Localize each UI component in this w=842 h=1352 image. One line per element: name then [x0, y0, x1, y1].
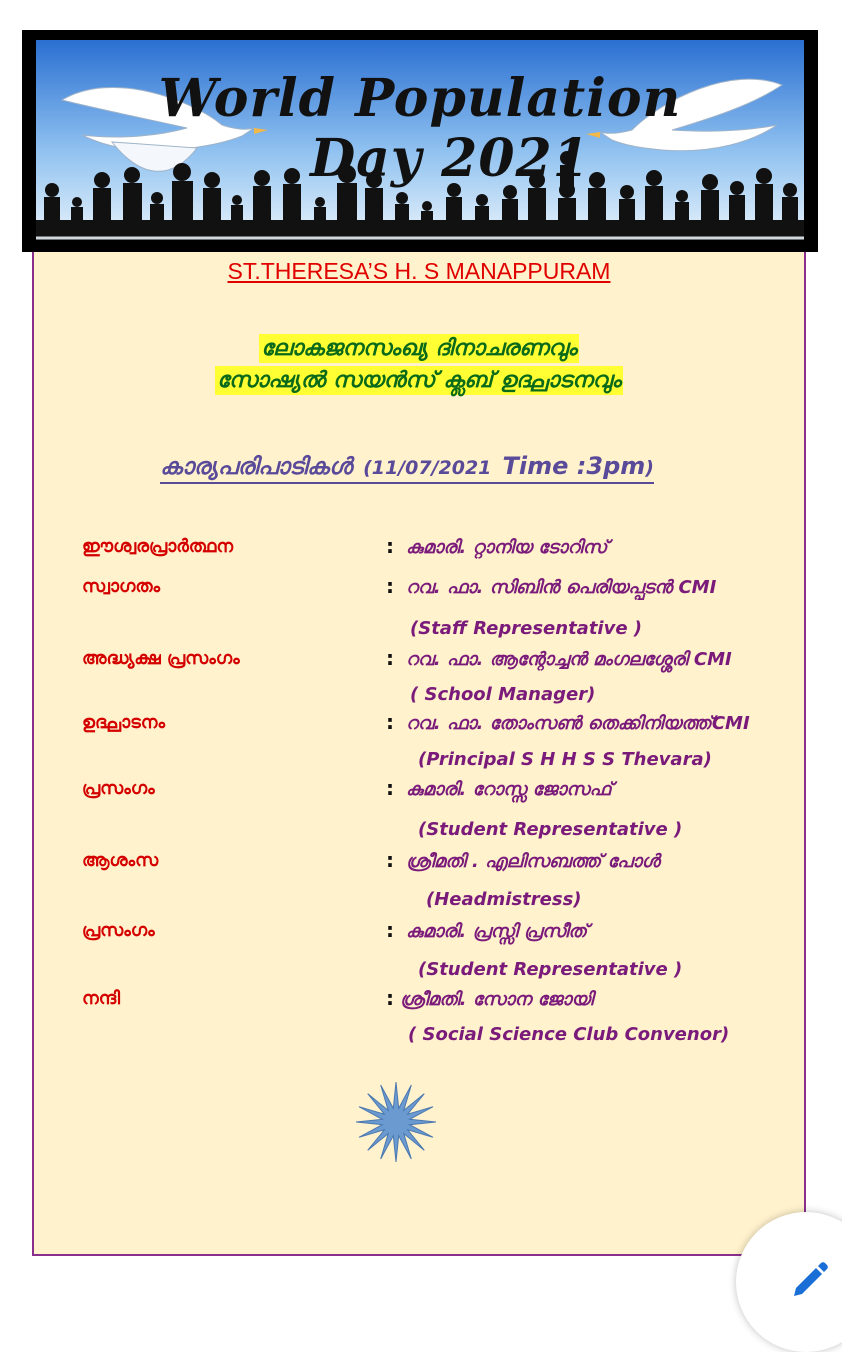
schedule-item-label: പ്രസംഗം [82, 920, 155, 941]
programme-date: (11/07/2021 [363, 457, 492, 479]
schedule-role: (Student Representative ) [418, 959, 683, 980]
schedule-colon: : [386, 986, 394, 1010]
schedule-person: റവ. ഫാ. സിബിൻ പെരിയപ്പടൻ CMI [406, 577, 717, 598]
schedule-person: കുമാരി. റ്റാനിയ ടോറിസ് [406, 537, 608, 558]
programme-time: Time :3pm [502, 452, 646, 480]
schedule-person: റവ. ഫാ. തോംസൺ തെക്കിനിയത്ത്CMI [406, 713, 750, 734]
schedule-role: ( Social Science Club Convenor) [408, 1024, 730, 1045]
school-name: ST.THERESA’S H. S MANAPPURAM [227, 258, 611, 284]
schedule-person: ശ്രീമതി . എലിസബത്ത് പോൾ [406, 851, 660, 872]
schedule-item-label: നന്ദി [82, 988, 121, 1009]
schedule-item-label: പ്രസംഗം [82, 778, 155, 799]
headline-line2-wrap [32, 366, 806, 396]
schedule-item-label: ഉദ്ഘാടനം [82, 712, 165, 733]
headline-line2: സോഷ്യൽ സയൻസ് ക്ലബ് ഉദ്ഘാടനവും [217, 368, 621, 393]
schedule-person: കുമാരി. പ്രസ്സി പ്രസീത് [406, 921, 588, 942]
schedule-item-label: സ്വാഗതം [82, 576, 161, 597]
schedule-role: (Staff Representative ) [410, 618, 643, 639]
headline-line1: ലോകജനസംഖ്യ ദിനാചരണവും [261, 336, 577, 361]
schedule-person: റവ. ഫാ. ആന്റോച്ചൻ മംഗലശ്ശേരി CMI [406, 649, 732, 670]
schedule-item-label: ആശംസ [82, 850, 159, 871]
headline-line1-wrap [32, 334, 806, 364]
schedule-colon: : [386, 574, 394, 598]
schedule-role: ( School Manager) [410, 684, 596, 705]
banner-title-line2: Day 2021 [310, 128, 590, 189]
schedule-item-label: ഈശ്വരപ്രാർത്ഥന [82, 536, 234, 557]
schedule-role: (Headmistress) [426, 889, 582, 910]
schedule-colon: : [386, 534, 394, 558]
star-burst-icon [356, 1080, 436, 1164]
schedule-role: (Student Representative ) [418, 819, 683, 840]
schedule-colon: : [386, 918, 394, 942]
schedule-person: ശ്രീമതി. സോന ജോയി [400, 989, 593, 1010]
programme-label: കാര്യപരിപാടികൾ [160, 454, 352, 480]
schedule-colon: : [386, 710, 394, 734]
schedule-colon: : [386, 646, 394, 670]
schedule-colon: : [386, 848, 394, 872]
pencil-icon [790, 1258, 830, 1298]
banner [22, 30, 818, 252]
programme-close: ) [645, 457, 654, 479]
banner-title-line1: World Population [158, 68, 682, 129]
schedule-item-label: അദ്ധ്യക്ഷ പ്രസംഗം [82, 648, 240, 669]
schedule-role: (Principal S H H S S Thevara) [418, 749, 712, 770]
programme-heading [160, 452, 654, 484]
schedule-person: കുമാരി. റോസ്സ ജോസഫ് [406, 779, 612, 800]
schedule-colon: : [386, 776, 394, 800]
